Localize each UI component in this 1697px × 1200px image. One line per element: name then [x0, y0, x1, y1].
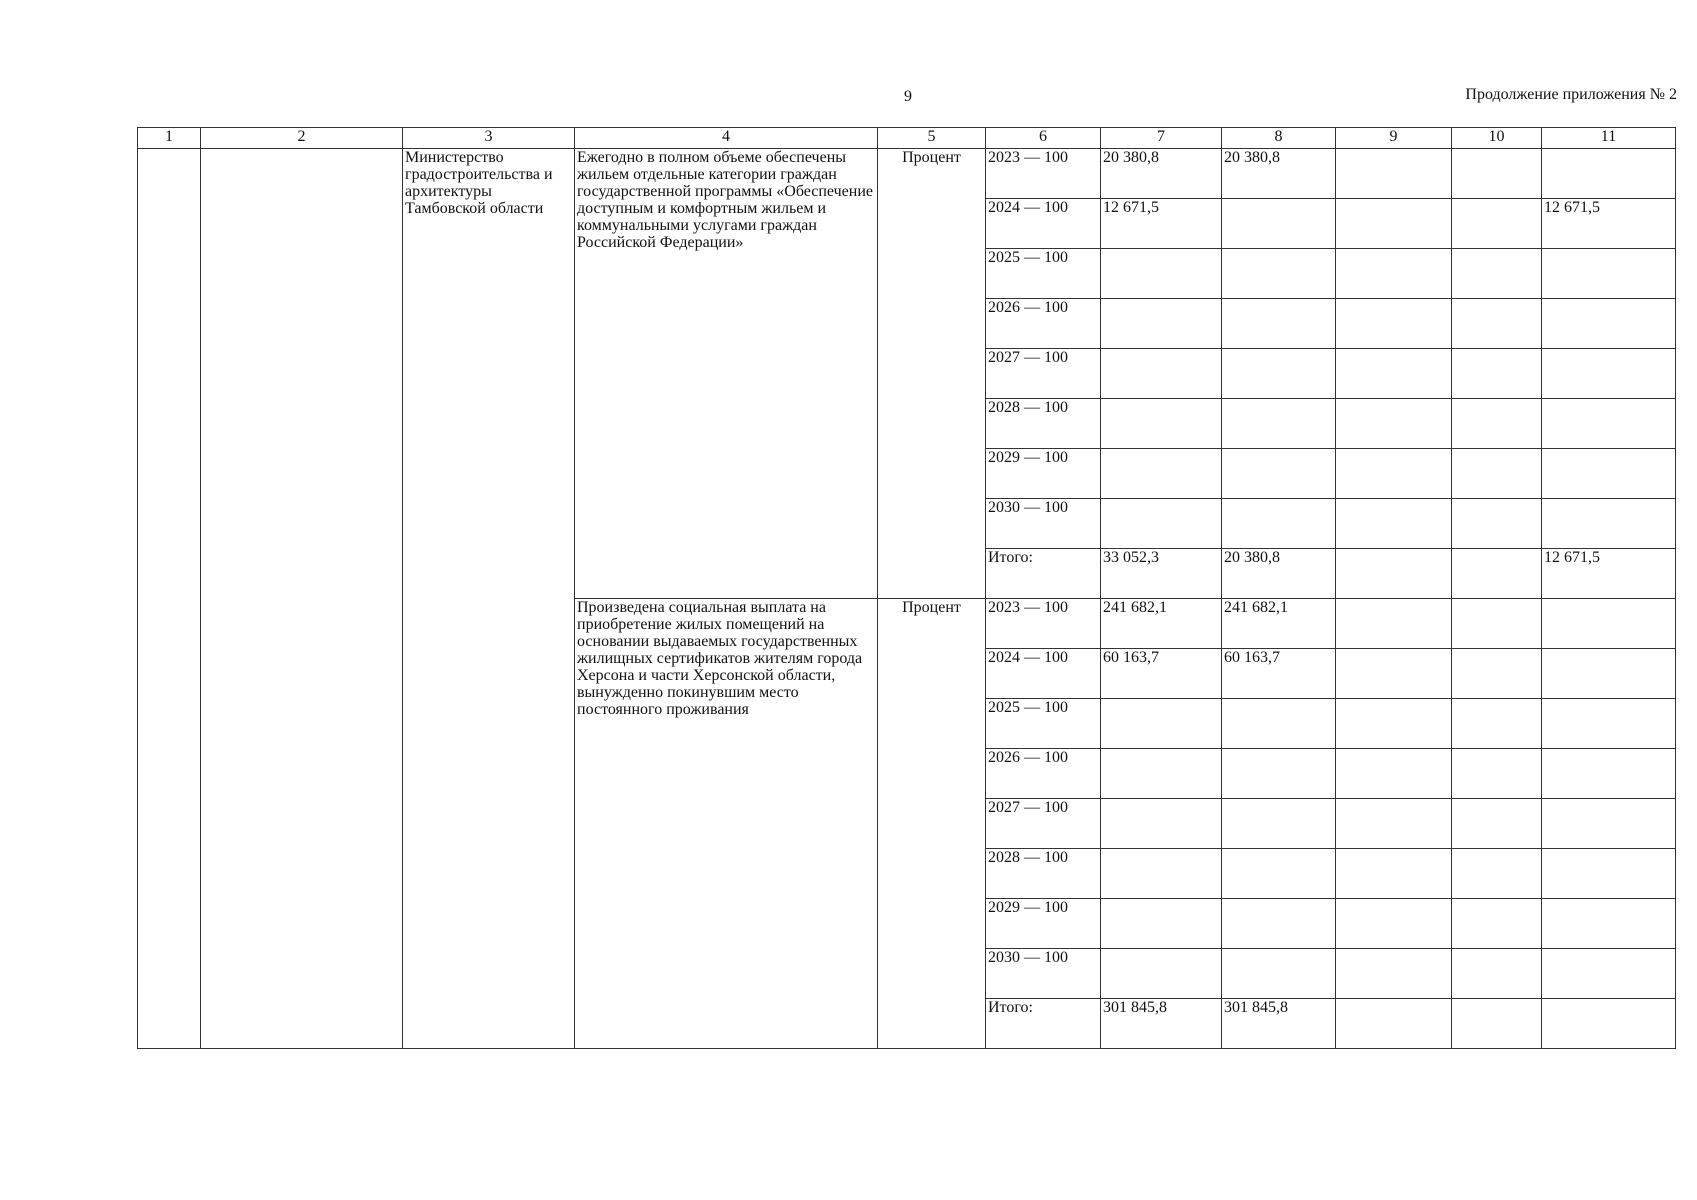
- value-cell: [1336, 449, 1452, 499]
- value-cell: 301 845,8: [1101, 999, 1222, 1049]
- col-header: 4: [575, 128, 878, 149]
- value-cell: [1336, 249, 1452, 299]
- value-cell: [1336, 949, 1452, 999]
- organization-cell: Министерство градостроительства и архитектуры Тамбовской области: [403, 149, 575, 1049]
- col-header: 5: [878, 128, 986, 149]
- col1-cell: [138, 149, 201, 1049]
- value-cell: [1452, 749, 1542, 799]
- value-cell: [1452, 349, 1542, 399]
- value-cell: [1101, 899, 1222, 949]
- year-target-cell: 2029 — 100: [986, 449, 1101, 499]
- value-cell: [1542, 849, 1676, 899]
- value-cell: [1222, 249, 1336, 299]
- col2-cell: [201, 149, 403, 1049]
- year-target-cell: 2026 — 100: [986, 299, 1101, 349]
- value-cell: [1542, 749, 1676, 799]
- col-header: 3: [403, 128, 575, 149]
- year-target-cell: 2023 — 100: [986, 149, 1101, 199]
- value-cell: [1336, 549, 1452, 599]
- value-cell: 241 682,1: [1222, 599, 1336, 649]
- value-cell: [1336, 899, 1452, 949]
- value-cell: [1336, 749, 1452, 799]
- year-target-cell: Итого:: [986, 549, 1101, 599]
- value-cell: [1222, 899, 1336, 949]
- value-cell: [1222, 849, 1336, 899]
- table-body: [138, 149, 1676, 1049]
- value-cell: [1336, 149, 1452, 199]
- value-cell: 33 052,3: [1101, 549, 1222, 599]
- value-cell: [1336, 199, 1452, 249]
- value-cell: 301 845,8: [1222, 999, 1336, 1049]
- value-cell: [1452, 949, 1542, 999]
- value-cell: [1542, 399, 1676, 449]
- value-cell: [1542, 599, 1676, 649]
- value-cell: [1336, 349, 1452, 399]
- value-cell: [1542, 949, 1676, 999]
- value-cell: [1222, 799, 1336, 849]
- value-cell: 60 163,7: [1101, 649, 1222, 699]
- value-cell: [1542, 299, 1676, 349]
- value-cell: 241 682,1: [1101, 599, 1222, 649]
- value-cell: 12 671,5: [1101, 199, 1222, 249]
- value-cell: 12 671,5: [1542, 549, 1676, 599]
- value-cell: [1222, 499, 1336, 549]
- value-cell: [1101, 699, 1222, 749]
- value-cell: [1542, 999, 1676, 1049]
- description-cell: Ежегодно в полном объеме обеспечены жильем отдельные категории граждан государственной программы «Обеспечение доступным и комфортным жильем и коммунальными услугами граждан Российской Федерации»: [575, 149, 878, 599]
- value-cell: [1542, 349, 1676, 399]
- value-cell: [1452, 799, 1542, 849]
- year-target-cell: Итого:: [986, 999, 1101, 1049]
- value-cell: 20 380,8: [1222, 149, 1336, 199]
- value-cell: [1452, 649, 1542, 699]
- value-cell: [1336, 499, 1452, 549]
- year-target-cell: 2029 — 100: [986, 899, 1101, 949]
- value-cell: [1452, 849, 1542, 899]
- year-target-cell: 2030 — 100: [986, 949, 1101, 999]
- value-cell: [1222, 449, 1336, 499]
- value-cell: [1336, 399, 1452, 449]
- value-cell: [1452, 699, 1542, 749]
- year-target-cell: 2030 — 100: [986, 499, 1101, 549]
- year-target-cell: 2028 — 100: [986, 849, 1101, 899]
- value-cell: [1542, 799, 1676, 849]
- value-cell: 12 671,5: [1542, 199, 1676, 249]
- value-cell: [1452, 599, 1542, 649]
- page-number: 9: [904, 88, 912, 105]
- value-cell: [1222, 399, 1336, 449]
- value-cell: [1101, 799, 1222, 849]
- value-cell: [1542, 499, 1676, 549]
- col-header: 6: [986, 128, 1101, 149]
- value-cell: [1452, 549, 1542, 599]
- value-cell: [1222, 699, 1336, 749]
- value-cell: [1101, 499, 1222, 549]
- value-cell: [1222, 749, 1336, 799]
- value-cell: [1452, 199, 1542, 249]
- year-target-cell: 2025 — 100: [986, 699, 1101, 749]
- value-cell: [1101, 449, 1222, 499]
- value-cell: [1452, 499, 1542, 549]
- value-cell: [1336, 299, 1452, 349]
- value-cell: 20 380,8: [1101, 149, 1222, 199]
- value-cell: [1336, 599, 1452, 649]
- value-cell: [1101, 849, 1222, 899]
- value-cell: [1101, 749, 1222, 799]
- value-cell: [1542, 699, 1676, 749]
- value-cell: [1222, 349, 1336, 399]
- year-target-cell: 2024 — 100: [986, 649, 1101, 699]
- year-target-cell: 2028 — 100: [986, 399, 1101, 449]
- program-table: [137, 127, 1676, 1049]
- value-cell: [1101, 349, 1222, 399]
- col-header: 9: [1336, 128, 1452, 149]
- year-target-cell: 2025 — 100: [986, 249, 1101, 299]
- value-cell: [1336, 699, 1452, 749]
- unit-cell: Процент: [878, 149, 986, 599]
- value-cell: [1542, 449, 1676, 499]
- col-header: 1: [138, 128, 201, 149]
- value-cell: [1336, 849, 1452, 899]
- value-cell: [1452, 399, 1542, 449]
- value-cell: 20 380,8: [1222, 549, 1336, 599]
- year-target-cell: 2024 — 100: [986, 199, 1101, 249]
- value-cell: [1101, 249, 1222, 299]
- unit-cell: Процент: [878, 599, 986, 1049]
- value-cell: [1336, 999, 1452, 1049]
- value-cell: [1336, 799, 1452, 849]
- value-cell: [1542, 649, 1676, 699]
- col-header: 7: [1101, 128, 1222, 149]
- col-header: 2: [201, 128, 403, 149]
- appendix-note: Продолжение приложения № 2: [1465, 86, 1677, 103]
- value-cell: [1452, 899, 1542, 949]
- value-cell: [1452, 999, 1542, 1049]
- value-cell: [1452, 149, 1542, 199]
- year-target-cell: 2027 — 100: [986, 349, 1101, 399]
- year-target-cell: 2023 — 100: [986, 599, 1101, 649]
- year-target-cell: 2027 — 100: [986, 799, 1101, 849]
- value-cell: [1452, 299, 1542, 349]
- year-target-cell: 2026 — 100: [986, 749, 1101, 799]
- value-cell: [1222, 299, 1336, 349]
- value-cell: [1542, 899, 1676, 949]
- description-cell: Произведена социальная выплата на приобретение жилых помещений на основании выдаваемых государственных жилищных сертификатов жителям города Херсона и части Херсонской области, вынужденно покинувшим место постоянного проживания: [575, 599, 878, 1049]
- value-cell: [1222, 949, 1336, 999]
- value-cell: [1336, 649, 1452, 699]
- value-cell: [1222, 199, 1336, 249]
- value-cell: [1452, 249, 1542, 299]
- table-row: [138, 149, 1676, 199]
- value-cell: [1452, 449, 1542, 499]
- header-row: [138, 128, 1676, 149]
- value-cell: [1542, 249, 1676, 299]
- col-header: 8: [1222, 128, 1336, 149]
- col-header: 10: [1452, 128, 1542, 149]
- value-cell: [1542, 149, 1676, 199]
- value-cell: [1101, 949, 1222, 999]
- value-cell: [1101, 299, 1222, 349]
- value-cell: 60 163,7: [1222, 649, 1336, 699]
- value-cell: [1101, 399, 1222, 449]
- col-header: 11: [1542, 128, 1676, 149]
